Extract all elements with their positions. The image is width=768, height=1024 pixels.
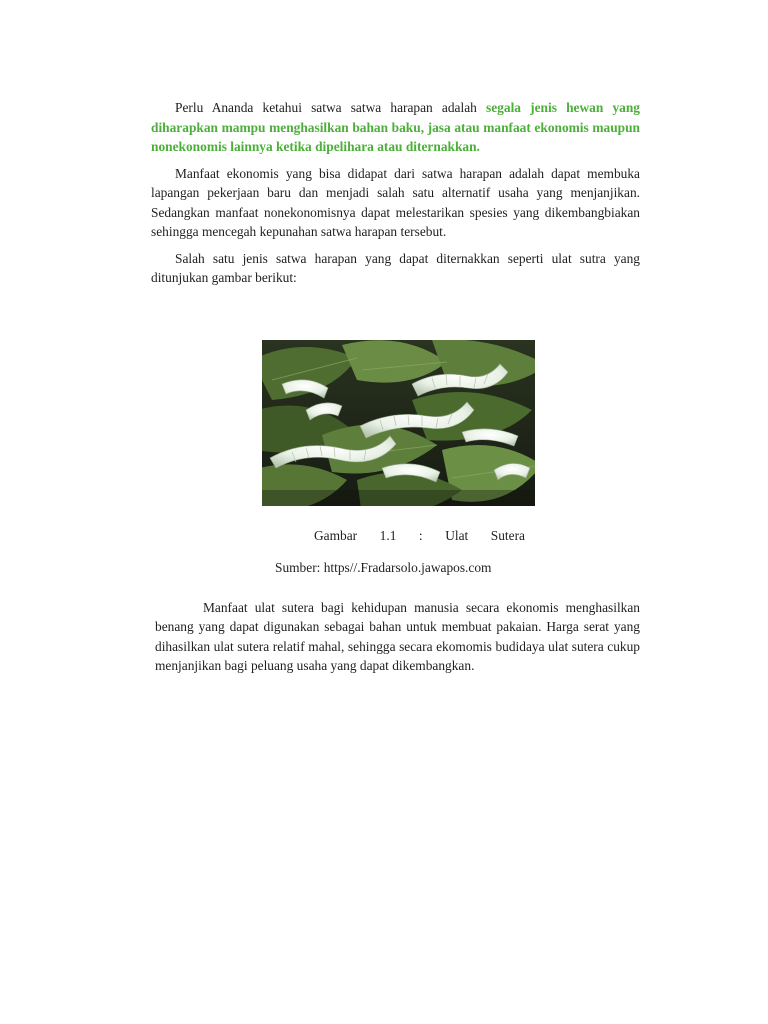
paragraph-satwa-harapan-definition	[151, 98, 640, 157]
paragraph-contoh-ulat-sutra: Salah satu jenis satwa harapan yang dapat diternakkan seperti ulat sutra yang ditunjukan gambar berikut:	[151, 250, 640, 285]
silkworm-photo-illustration	[262, 340, 535, 506]
silkworm-photo	[262, 340, 535, 506]
paragraph-manfaat-ulat-sutera: Manfaat ulat sutera bagi kehidupan manusia secara ekonomis menghasilkan benang yang dapat digunakan sebagai bahan untuk membuat pakaian. Harga serat yang dihasilkan ulat sutera relatif mahal, sehingga secara ekomomis budidaya ulat sutera cukup menjanjikan bagi peluang usaha yang dapat dikembangkan.	[155, 600, 640, 673]
paragraph-manfaat-ekonomis: Manfaat ekonomis yang bisa didapat dari satwa harapan adalah dapat membuka lapangan pekerjaan baru dan menjadi salah satu alternatif usaha yang menjanjikan. Sedangkan manfaat nonekonomisnya dapat melestarikan spesies yang dikembangbiakan sehingga mencegah kepunahan satwa harapan tersebut.	[151, 165, 640, 239]
paragraph-1-intro: Perlu Ananda ketahui satwa satwa harapan adalah	[175, 100, 487, 115]
definition-highlight: segala jenis hewan yang diharapkan mampu menghasilkan bahan baku, jasa atau manfaat ekonomis maupun nonekonomis lainnya ketika dipelihara atau diternakkan.	[151, 100, 640, 154]
text-column-top	[151, 98, 640, 288]
photo-shadow	[262, 490, 535, 506]
figure-caption: Gambar 1.1 : Ulat Sutera	[314, 528, 525, 543]
figure-source: Sumber: https//.Fradarsolo.jawapos.com	[275, 560, 492, 575]
